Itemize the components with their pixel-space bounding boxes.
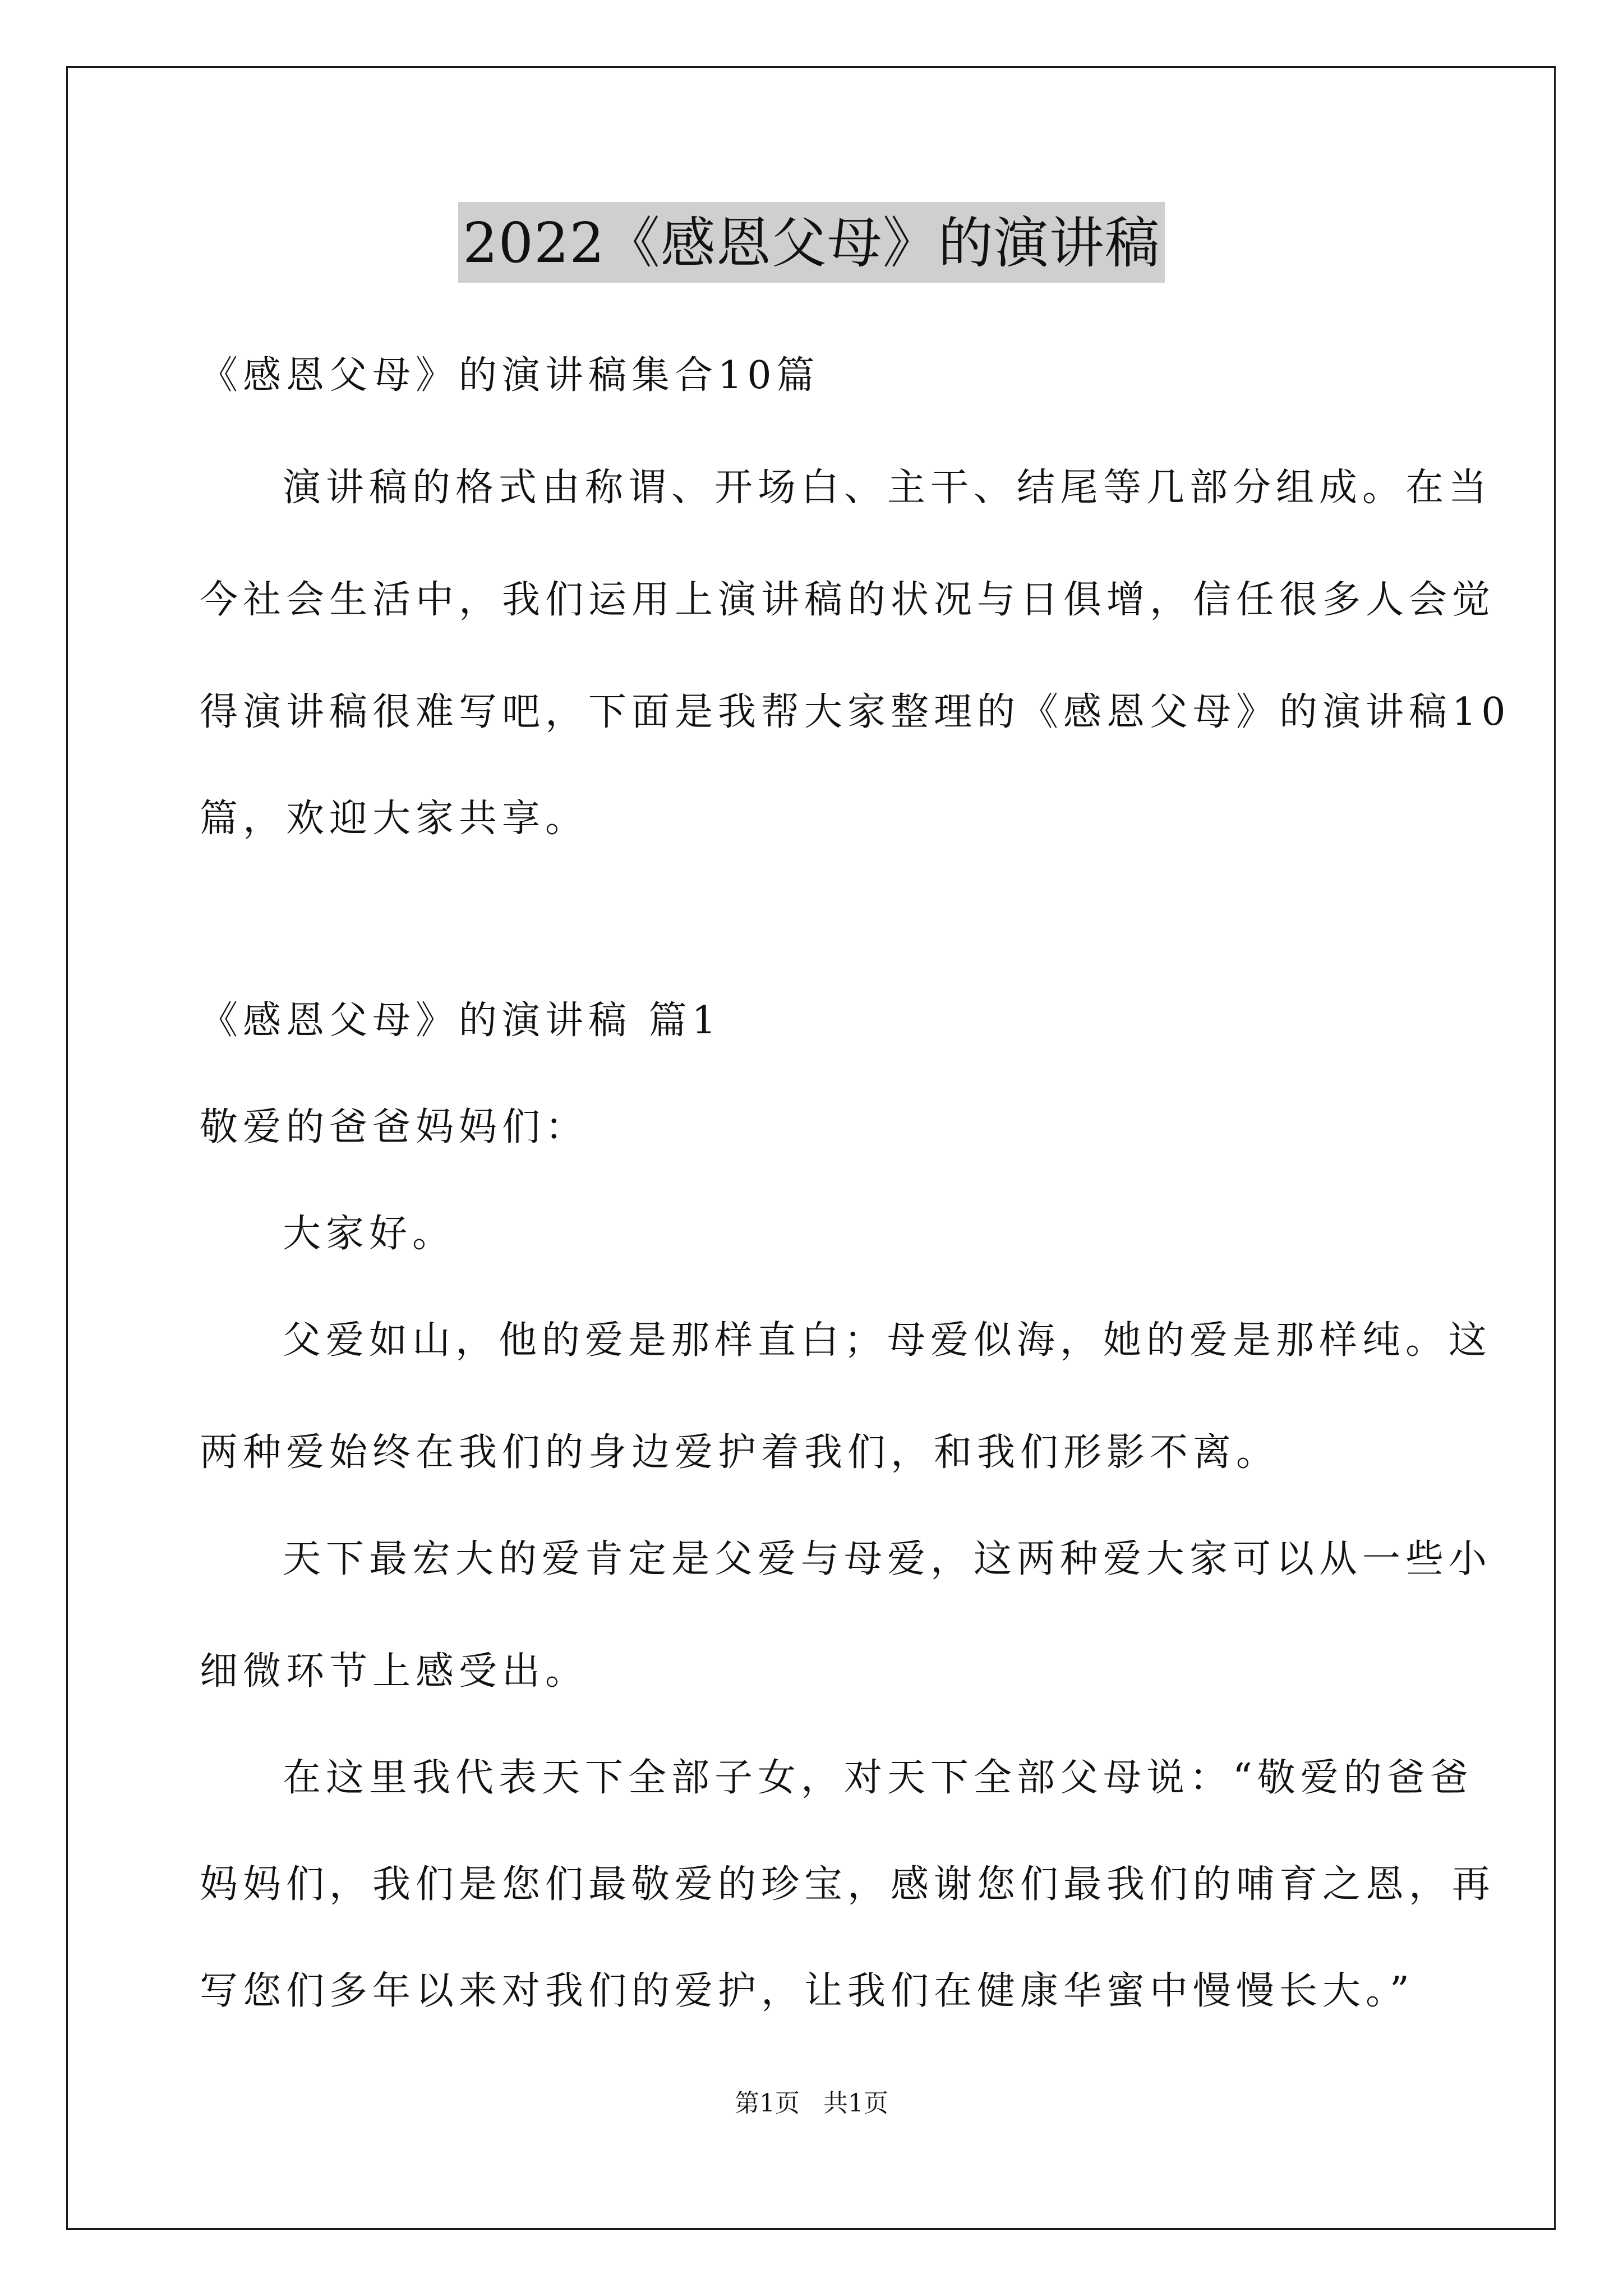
subtitle-line: 《感恩父母》的演讲稿集合10篇: [200, 353, 820, 398]
paragraph-line: 两种爱始终在我们的身边爱护着我们，和我们形影不离。: [200, 1430, 1280, 1475]
paragraph-line: 篇，欢迎大家共享。: [200, 797, 589, 841]
paragraph-line: 今社会生活中，我们运用上演讲稿的状况与日俱增，信任很多人会觉: [200, 578, 1496, 622]
salutation-line: 敬爱的爸爸妈妈们：: [200, 1105, 589, 1149]
document-title: 2022《感恩父母》的演讲稿: [458, 202, 1164, 283]
paragraph-line: 父爱如山，他的爱是那样直白；母爱似海，她的爱是那样纯。这: [283, 1318, 1492, 1363]
title-container: [0, 202, 1623, 283]
paragraph-line: 演讲稿的格式由称谓、开场白、主干、结尾等几部分组成。在当: [283, 466, 1492, 510]
paragraph-line: 在这里我代表天下全部子女，对天下全部父母说：“敬爱的爸爸: [283, 1756, 1473, 1800]
paragraph-line: 得演讲稿很难写吧，下面是我帮大家整理的《感恩父母》的演讲稿10: [200, 690, 1511, 734]
page-footer: 第1页 共1页: [735, 2089, 888, 2118]
paragraph-line: 大家好。: [283, 1212, 456, 1256]
paragraph-line: 妈妈们，我们是您们最敬爱的珍宝，感谢您们最我们的哺育之恩，再: [200, 1862, 1496, 1907]
paragraph-line: 细微环节上感受出。: [200, 1649, 589, 1694]
paragraph-line: 天下最宏大的爱肯定是父爱与母爱，这两种爱大家可以从一些小: [283, 1537, 1492, 1581]
section-heading: 《感恩父母》的演讲稿 篇1: [200, 999, 721, 1043]
paragraph-line: 写您们多年以来对我们的爱护，让我们在健康华蜜中慢慢长大。”: [200, 1969, 1414, 2013]
